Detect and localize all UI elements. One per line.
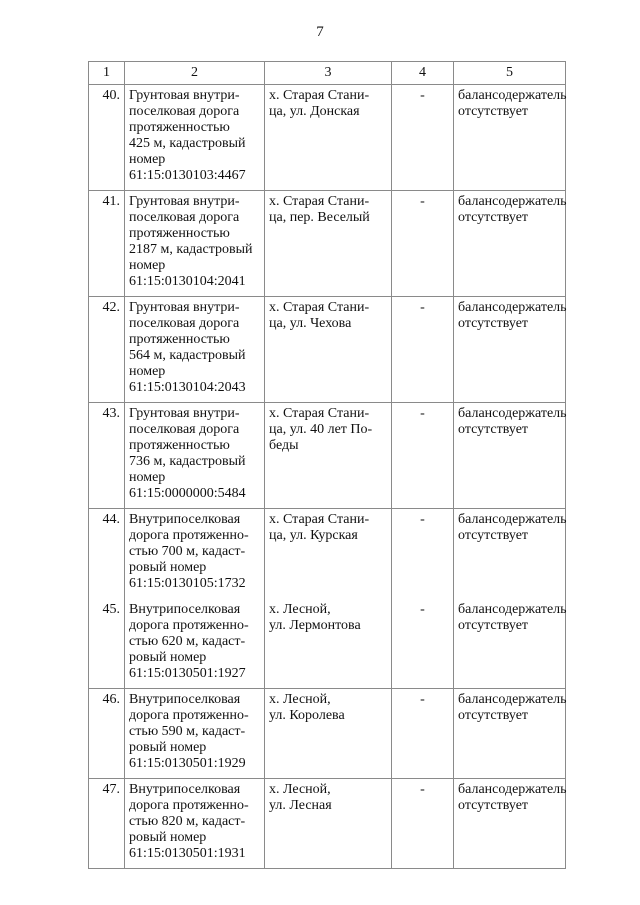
address-line: х. Лесной, xyxy=(269,602,331,617)
column-4-cell: - xyxy=(392,509,454,599)
object-line: дорога протяженно- xyxy=(129,708,249,723)
holder-line: балансодержатель xyxy=(458,406,567,421)
object-line: 61:15:0130104:2043 xyxy=(129,380,246,395)
object-line: дорога протяженно- xyxy=(129,618,249,633)
object-line: стью 590 м, кадаст- xyxy=(129,724,246,739)
row-number: 41. xyxy=(89,191,125,297)
column-header-4: 4 xyxy=(392,62,454,85)
table-header xyxy=(89,62,566,85)
object-line: дорога протяженно- xyxy=(129,798,249,813)
object-description-cell xyxy=(125,403,265,509)
object-line: дорога протяженно- xyxy=(129,528,249,543)
object-line: 564 м, кадастровый xyxy=(129,348,246,363)
address-cell xyxy=(265,403,392,509)
object-line: ровый номер xyxy=(129,560,207,575)
object-line: 2187 м, кадастровый xyxy=(129,242,253,257)
column-header-5: 5 xyxy=(454,62,566,85)
object-line: Грунтовая внутри- xyxy=(129,194,240,209)
balance-holder-cell xyxy=(454,191,566,297)
column-4-cell: - xyxy=(392,85,454,191)
address-cell xyxy=(265,509,392,599)
holder-line: балансодержатель xyxy=(458,300,567,315)
address-cell xyxy=(265,191,392,297)
object-line: протяженностью xyxy=(129,120,230,135)
object-line: Грунтовая внутри- xyxy=(129,88,240,103)
object-description-cell xyxy=(125,689,265,779)
column-header-1: 1 xyxy=(89,62,125,85)
object-line: ровый номер xyxy=(129,830,207,845)
object-line: 61:15:0130501:1929 xyxy=(129,756,246,771)
object-line: ровый номер xyxy=(129,740,207,755)
balance-holder-cell xyxy=(454,509,566,599)
object-line: Внутрипоселковая xyxy=(129,602,241,617)
table-row xyxy=(89,598,566,689)
holder-line: балансодержатель xyxy=(458,88,567,103)
row-number: 40. xyxy=(89,85,125,191)
holder-line: отсутствует xyxy=(458,210,529,225)
address-line: ца, ул. Курская xyxy=(269,528,358,543)
object-line: 736 м, кадастровый xyxy=(129,454,246,469)
column-4-cell: - xyxy=(392,297,454,403)
row-number: 46. xyxy=(89,689,125,779)
column-4-cell: - xyxy=(392,779,454,869)
address-line: ца, ул. 40 лет По- xyxy=(269,422,373,437)
holder-line: балансодержатель xyxy=(458,782,567,797)
column-4-cell: - xyxy=(392,598,454,689)
address-cell xyxy=(265,297,392,403)
object-line: поселковая дорога xyxy=(129,316,240,331)
address-line: ул. Королева xyxy=(269,708,345,723)
object-line: номер xyxy=(129,470,166,485)
address-cell xyxy=(265,85,392,191)
address-line: ца, ул. Донская xyxy=(269,104,360,119)
object-line: стью 820 м, кадаст- xyxy=(129,814,246,829)
object-description-cell xyxy=(125,598,265,689)
object-line: поселковая дорога xyxy=(129,104,240,119)
row-number: 47. xyxy=(89,779,125,869)
row-number: 42. xyxy=(89,297,125,403)
object-description-cell xyxy=(125,191,265,297)
object-line: 61:15:0130103:4467 xyxy=(129,168,246,183)
object-line: поселковая дорога xyxy=(129,422,240,437)
header-row xyxy=(89,62,566,85)
object-line: номер xyxy=(129,152,166,167)
object-line: Внутрипоселковая xyxy=(129,782,241,797)
balance-holder-cell xyxy=(454,779,566,869)
object-line: стью 620 м, кадаст- xyxy=(129,634,246,649)
object-description-cell xyxy=(125,509,265,599)
object-description-cell xyxy=(125,85,265,191)
object-line: Грунтовая внутри- xyxy=(129,300,240,315)
balance-holder-cell xyxy=(454,689,566,779)
object-line: 61:15:0130104:2041 xyxy=(129,274,246,289)
address-line: х. Лесной, xyxy=(269,692,331,707)
object-line: протяженностью xyxy=(129,438,230,453)
row-number: 45. xyxy=(89,598,125,689)
balance-holder-cell xyxy=(454,85,566,191)
object-line: протяженностью xyxy=(129,226,230,241)
object-description-cell xyxy=(125,779,265,869)
holder-line: балансодержатель xyxy=(458,602,567,617)
column-4-cell: - xyxy=(392,689,454,779)
holder-line: отсутствует xyxy=(458,528,529,543)
row-number: 44. xyxy=(89,509,125,599)
address-line: х. Старая Стани- xyxy=(269,406,370,421)
holder-line: отсутствует xyxy=(458,316,529,331)
object-description-cell xyxy=(125,297,265,403)
page-number: 7 xyxy=(316,24,324,40)
address-cell xyxy=(265,598,392,689)
table-row xyxy=(89,779,566,869)
address-line: беды xyxy=(269,438,299,453)
address-cell xyxy=(265,779,392,869)
address-line: х. Старая Стани- xyxy=(269,300,370,315)
object-line: Внутрипоселковая xyxy=(129,512,241,527)
object-line: Грунтовая внутри- xyxy=(129,406,240,421)
row-number: 43. xyxy=(89,403,125,509)
object-line: 61:15:0130501:1927 xyxy=(129,666,246,681)
address-line: ца, ул. Чехова xyxy=(269,316,352,331)
holder-line: балансодержатель xyxy=(458,512,567,527)
table-body xyxy=(89,85,566,869)
column-header-3: 3 xyxy=(265,62,392,85)
holder-line: отсутствует xyxy=(458,708,529,723)
column-4-cell: - xyxy=(392,191,454,297)
object-line: 61:15:0130501:1931 xyxy=(129,846,246,861)
address-cell xyxy=(265,689,392,779)
table-row xyxy=(89,297,566,403)
holder-line: отсутствует xyxy=(458,618,529,633)
object-line: номер xyxy=(129,258,166,273)
object-line: стью 700 м, кадаст- xyxy=(129,544,246,559)
object-line: ровый номер xyxy=(129,650,207,665)
object-line: протяженностью xyxy=(129,332,230,347)
object-line: 61:15:0130105:1732 xyxy=(129,576,246,591)
address-line: х. Старая Стани- xyxy=(269,194,370,209)
object-line: поселковая дорога xyxy=(129,210,240,225)
address-line: х. Старая Стани- xyxy=(269,88,370,103)
balance-holder-cell xyxy=(454,598,566,689)
road-registry-table xyxy=(88,61,566,869)
object-line: 61:15:0000000:5484 xyxy=(129,486,246,501)
balance-holder-cell xyxy=(454,297,566,403)
holder-line: балансодержатель xyxy=(458,692,567,707)
object-line: Внутрипоселковая xyxy=(129,692,241,707)
address-line: х. Лесной, xyxy=(269,782,331,797)
holder-line: отсутствует xyxy=(458,798,529,813)
column-4-cell: - xyxy=(392,403,454,509)
table-row xyxy=(89,403,566,509)
table-row xyxy=(89,85,566,191)
object-line: номер xyxy=(129,364,166,379)
column-header-2: 2 xyxy=(125,62,265,85)
holder-line: отсутствует xyxy=(458,104,529,119)
table-row xyxy=(89,191,566,297)
address-line: ца, пер. Веселый xyxy=(269,210,370,225)
holder-line: отсутствует xyxy=(458,422,529,437)
holder-line: балансодержатель xyxy=(458,194,567,209)
object-line: 425 м, кадастровый xyxy=(129,136,246,151)
table-row xyxy=(89,509,566,599)
address-line: ул. Лермонтова xyxy=(269,618,361,633)
address-line: ул. Лесная xyxy=(269,798,332,813)
table-row xyxy=(89,689,566,779)
balance-holder-cell xyxy=(454,403,566,509)
address-line: х. Старая Стани- xyxy=(269,512,370,527)
